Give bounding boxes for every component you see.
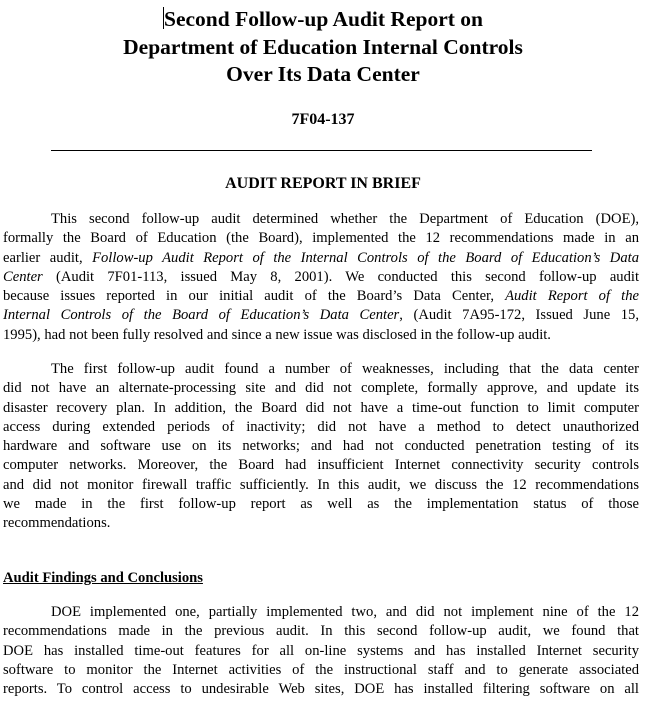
paragraph-line: recommendations made in the previous audit. In this second follow-up audit, we found that (3, 623, 639, 640)
paragraph-line: we made in the first follow-up report as well as the implementation status of those (3, 496, 639, 513)
paragraph-intro (3, 210, 639, 345)
paragraph-line: Center (Audit 7F01-113, issued May 8, 2001). We conducted this second follow-up audit (3, 268, 639, 285)
report-number: 7F04-137 (291, 111, 355, 128)
paragraph-line: because issues reported in our initial audit of the Board’s Data Center, Audit Report of the (3, 288, 639, 305)
paragraph-line: disaster recovery plan. In addition, the Board did not have a time-out function to limit computer (3, 399, 639, 416)
brief-heading: AUDIT REPORT IN BRIEF (225, 175, 421, 192)
cited-report-title: Internal Controls of the Board of Education’s Data Center (3, 307, 400, 324)
section-heading-findings: Audit Findings and Conclusions (3, 570, 203, 586)
title-line-2: Department of Education Internal Controls (123, 34, 523, 59)
paragraph-line: reports. To control access to undesirable Web sites, DOE has installed filtering software on all (3, 681, 639, 698)
paragraph-line: hardware and software use on its networks; and had not conducted penetration testing of its (3, 438, 639, 455)
horizontal-rule (51, 150, 592, 151)
title-line-1: Second Follow-up Audit Report on (164, 7, 483, 31)
paragraph-line: earlier audit, Follow-up Audit Report of the Internal Controls of the Board of Education’s Data (3, 249, 639, 266)
paragraph-line: The first follow-up audit found a number of weaknesses, including that the data center (51, 361, 639, 377)
paragraph-line: software to monitor the Internet activities of the instructional staff and to generate associated (3, 661, 639, 678)
report-title (0, 6, 646, 89)
paragraph-line: 1995), had not been fully resolved and since a new issue was disclosed in the follow-up audit. (3, 326, 551, 343)
paragraph-line: computer networks. Moreover, the Board had insufficient Internet connectivity security controls (3, 457, 639, 474)
paragraph-line: and did not monitor firewall traffic sufficiently. In this audit, we discuss the 12 recommendations (3, 476, 639, 493)
paragraph-line: access during extended periods of inactivity; did not have a method to detect unauthorized (3, 418, 639, 435)
title-line-3: Over Its Data Center (226, 62, 420, 86)
paragraph-line: formally the Board of Education (the Board), implemented the 12 recommendations made in an (3, 230, 639, 247)
paragraph-weaknesses (3, 360, 639, 534)
paragraph-line: DOE implemented one, partially implemented two, and did not implement nine of the 12 (51, 604, 639, 620)
cited-report-title: Follow-up Audit Report of the Internal Controls of the Board of Education’s Data (92, 249, 639, 266)
cited-report-title: Center (3, 268, 43, 285)
cited-report-title: Audit Report of the (505, 288, 639, 305)
paragraph-line: Internal Controls of the Board of Education’s Data Center, (Audit 7A95-172, Issued June 15, (3, 307, 639, 324)
paragraph-line: did not have an alternate-processing site and did not complete, formally approve, and update its (3, 380, 639, 397)
paragraph-line: DOE has installed time-out features for all on-line systems and has installed Internet security (3, 642, 639, 659)
paragraph-line: recommendations. (3, 515, 111, 532)
paragraph-findings (3, 603, 639, 699)
paragraph-line: This second follow-up audit determined whether the Department of Education (DOE), (51, 211, 639, 227)
